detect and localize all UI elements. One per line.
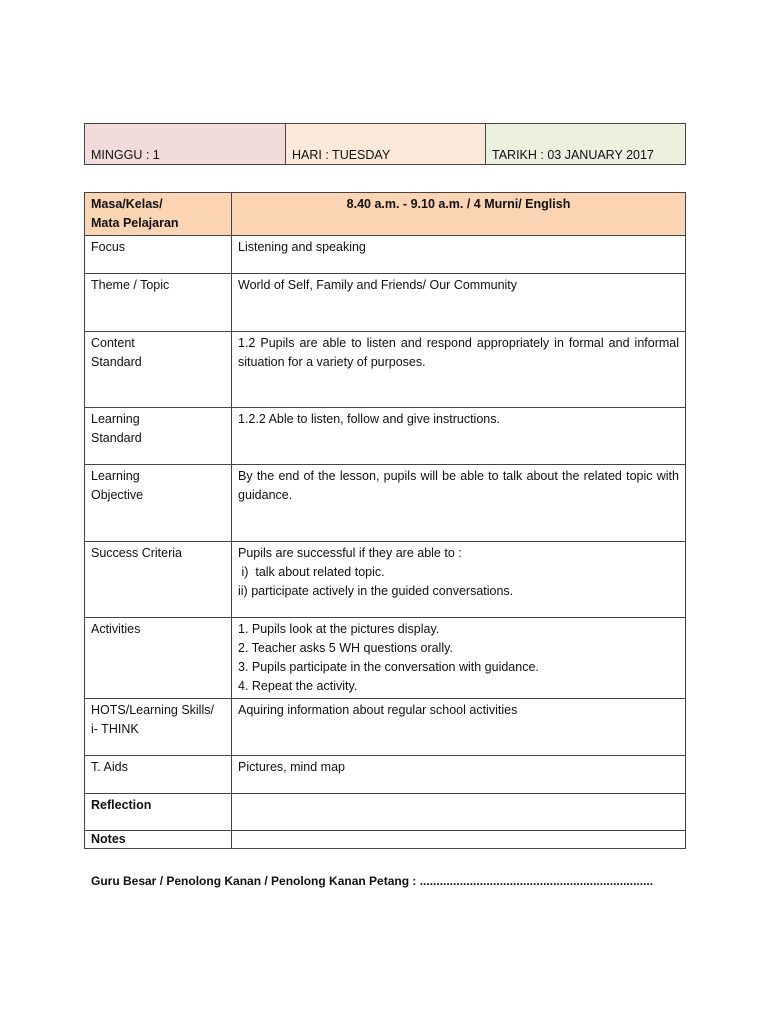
theme-value: World of Self, Family and Friends/ Our Community bbox=[232, 274, 686, 332]
success-criteria-value: Pupils are successful if they are able to : i) talk about related topic. ii) participate actively in the guided conversations. bbox=[232, 542, 686, 618]
table-row-reflection bbox=[85, 794, 686, 831]
table-row-success-criteria bbox=[85, 542, 686, 618]
reflection-label: Reflection bbox=[85, 794, 232, 831]
table-row-activities bbox=[85, 618, 686, 699]
table-row-masa-kelas bbox=[85, 193, 686, 236]
focus-value: Listening and speaking bbox=[232, 236, 686, 274]
table-row-learning-standard bbox=[85, 408, 686, 465]
table-row-theme bbox=[85, 274, 686, 332]
signature-line: Guru Besar / Penolong Kanan / Penolong Kanan Petang : ...................................................................... bbox=[91, 874, 654, 888]
activities-value bbox=[232, 618, 686, 699]
table-row-content-standard bbox=[85, 332, 686, 408]
content-standard-label: Content Standard bbox=[85, 332, 232, 408]
list-item: 3. Pupils participate in the conversation with guidance. bbox=[238, 660, 539, 674]
list-item: 4. Repeat the activity. bbox=[238, 679, 358, 693]
hots-label: HOTS/Learning Skills/ i- THINK bbox=[85, 699, 232, 756]
learning-objective-label: Learning Objective bbox=[85, 465, 232, 542]
theme-label: Theme / Topic bbox=[85, 274, 232, 332]
masa-kelas-label: Masa/Kelas/ Mata Pelajaran bbox=[85, 193, 232, 236]
activities-label: Activities bbox=[85, 618, 232, 699]
learning-standard-label: Learning Standard bbox=[85, 408, 232, 465]
learning-objective-value: By the end of the lesson, pupils will be able to talk about the related topic with guidance. bbox=[232, 465, 686, 542]
hari-cell: HARI : TUESDAY bbox=[286, 124, 486, 165]
teaching-aids-label: T. Aids bbox=[85, 756, 232, 794]
tarikh-cell: TARIKH : 03 JANUARY 2017 bbox=[486, 124, 686, 165]
notes-label: Notes bbox=[85, 831, 232, 849]
list-item: 1. Pupils look at the pictures display. bbox=[238, 622, 440, 636]
minggu-cell: MINGGU : 1 bbox=[85, 124, 286, 165]
hots-value: Aquiring information about regular school activities bbox=[232, 699, 686, 756]
table-row-learning-objective bbox=[85, 465, 686, 542]
teaching-aids-value: Pictures, mind map bbox=[232, 756, 686, 794]
success-criteria-label: Success Criteria bbox=[85, 542, 232, 618]
learning-standard-value: 1.2.2 Able to listen, follow and give instructions. bbox=[232, 408, 686, 465]
content-standard-value: 1.2 Pupils are able to listen and respond appropriately in formal and informal situation for a variety of purposes. bbox=[232, 332, 686, 408]
masa-kelas-value: 8.40 a.m. - 9.10 a.m. / 4 Murni/ English bbox=[232, 193, 686, 236]
reflection-value bbox=[232, 794, 686, 831]
table-row-teaching-aids bbox=[85, 756, 686, 794]
focus-label: Focus bbox=[85, 236, 232, 274]
table-row-notes bbox=[85, 831, 686, 849]
list-item: 2. Teacher asks 5 WH questions orally. bbox=[238, 641, 453, 655]
table-row-hots bbox=[85, 699, 686, 756]
lesson-plan-table bbox=[84, 192, 686, 849]
table-row-focus bbox=[85, 236, 686, 274]
header-table bbox=[84, 123, 686, 165]
notes-value bbox=[232, 831, 686, 849]
